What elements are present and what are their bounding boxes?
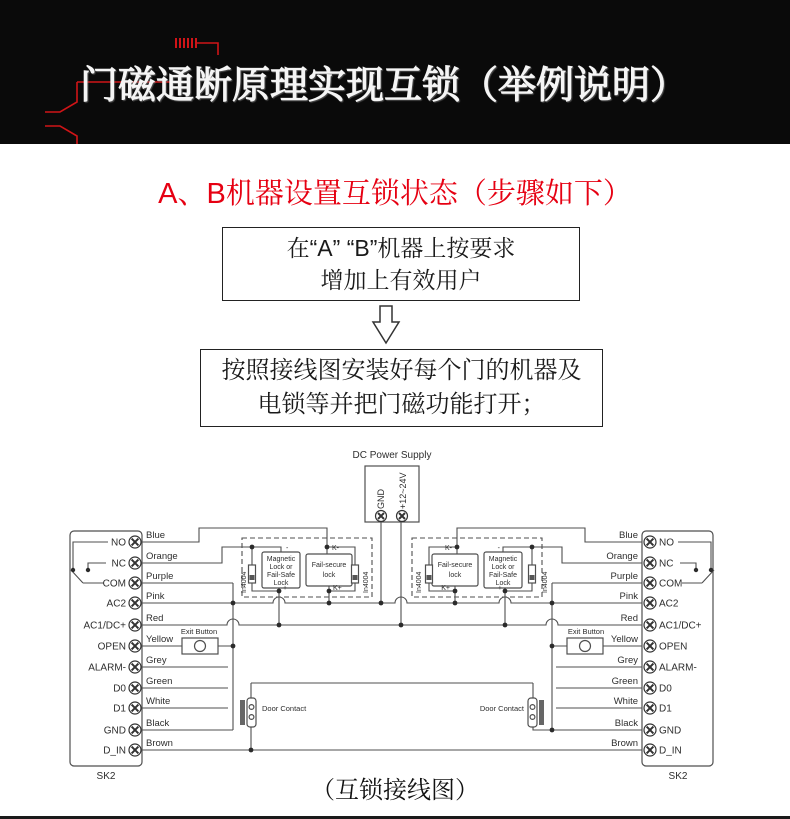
fail-secure-lock-right bbox=[432, 554, 478, 586]
terminal-minus: - bbox=[286, 545, 289, 552]
magnetic-lock-text: Fail-Safe bbox=[488, 572, 518, 579]
terminal-pin-right-NC: NC bbox=[659, 558, 674, 570]
fail-secure-text: lock bbox=[322, 572, 336, 579]
diode-left-b bbox=[352, 565, 359, 583]
gnd-label: GND bbox=[376, 489, 386, 509]
wire-label-right-Brown: Brown bbox=[611, 738, 638, 749]
exit-button-right-label: Exit Button bbox=[567, 627, 605, 636]
terminal-pin-right-ALARM-: ALARM- bbox=[659, 662, 697, 674]
magnetic-lock-text: Lock or bbox=[491, 564, 515, 571]
dc-power-supply-label: DC Power Supply bbox=[352, 450, 432, 461]
interlock-loop bbox=[142, 683, 642, 750]
exit-button-left-label: Exit Button bbox=[180, 627, 218, 636]
terminal-k-plus: K+ bbox=[441, 585, 450, 592]
wire-label-left-Pink: Pink bbox=[146, 591, 165, 602]
magnetic-lock-text: Magnetic bbox=[488, 556, 518, 563]
magnetic-lock-text: Lock or bbox=[269, 564, 293, 571]
step1-line1: 在“A” “B”机器上按要求 bbox=[286, 235, 516, 261]
dc-power-supply bbox=[353, 450, 432, 522]
door-contact-right bbox=[480, 698, 544, 727]
terminal-pin-left-GND: GND bbox=[103, 725, 126, 737]
fail-secure-text: Fail-secure bbox=[437, 562, 473, 569]
terminal-pin-right-AC1/DC+: AC1/DC+ bbox=[659, 620, 702, 632]
terminal-k-minus: K- bbox=[445, 545, 452, 552]
door-contact-left-label: Door Contact bbox=[262, 704, 307, 713]
wire-label-right-Grey: Grey bbox=[617, 655, 638, 666]
step2-line2: 电锁等并把门磁功能打开； bbox=[257, 391, 546, 418]
door-contact-left bbox=[240, 698, 307, 727]
wire-label-left-White: White bbox=[146, 696, 171, 707]
section-heading: A、B机器设置互锁状态（步骤如下） bbox=[158, 178, 632, 210]
magnetic-lock-text: Lock bbox=[495, 580, 511, 587]
terminal-pin-left-D0: D0 bbox=[113, 683, 126, 695]
voltage-label: +12~24V bbox=[398, 472, 408, 509]
fail-secure-text: lock bbox=[448, 572, 462, 579]
terminal-pin-right-OPEN: OPEN bbox=[659, 641, 688, 653]
exit-button-right bbox=[567, 627, 604, 654]
wire-label-left-Purple: Purple bbox=[146, 571, 174, 582]
wire-label-right-White: White bbox=[613, 696, 638, 707]
block-label-left: SK2 bbox=[96, 771, 116, 782]
terminal-pin-left-ALARM-: ALARM- bbox=[88, 662, 126, 674]
terminal-pin-left-AC2: AC2 bbox=[106, 598, 126, 610]
terminal-plus: + bbox=[497, 585, 502, 592]
diode-label: In4004 bbox=[416, 571, 423, 593]
terminal-pin-left-AC1/DC+: AC1/DC+ bbox=[83, 620, 126, 632]
wire-label-right-Orange: Orange bbox=[606, 551, 638, 562]
door-contact-right-label: Door Contact bbox=[479, 704, 524, 713]
terminal-pin-left-D_IN: D_IN bbox=[103, 745, 126, 757]
wire-label-right-Black: Black bbox=[614, 718, 638, 729]
diode-label: In4004 bbox=[542, 571, 549, 593]
down-arrow-icon bbox=[373, 306, 399, 343]
wire-label-left-Orange: Orange bbox=[146, 551, 178, 562]
wire-label-right-Pink: Pink bbox=[619, 591, 638, 602]
diode-label: In4004 bbox=[363, 571, 370, 593]
wire-label-right-Red: Red bbox=[620, 613, 638, 624]
wire-label-right-Blue: Blue bbox=[618, 530, 638, 541]
step2-line1: 按照接线图安装好每个门的机器及 bbox=[221, 357, 582, 384]
terminal-pin-left-D1: D1 bbox=[113, 703, 126, 715]
magnetic-lock-text: Fail-Safe bbox=[266, 572, 296, 579]
terminal-pin-left-NO: NO bbox=[111, 537, 126, 549]
terminal-pin-right-GND: GND bbox=[659, 725, 682, 737]
magnetic-lock-text: Lock bbox=[273, 580, 289, 587]
gnd-bus bbox=[142, 597, 642, 603]
fail-secure-lock-left bbox=[306, 554, 352, 586]
terminal-pin-right-D_IN: D_IN bbox=[659, 745, 682, 757]
wire-label-left-Green: Green bbox=[146, 676, 173, 687]
terminal-k-plus: K+ bbox=[333, 585, 342, 592]
page-title: 门磁通断原理实现互锁（举例说明） bbox=[79, 65, 688, 107]
diode-label: In4004 bbox=[241, 571, 248, 593]
diode-right-b bbox=[529, 565, 536, 583]
diagram-caption: （互锁接线图） bbox=[311, 777, 479, 804]
wire-label-left-Grey: Grey bbox=[146, 655, 167, 666]
power-buses bbox=[142, 522, 642, 625]
fail-secure-text: Fail-secure bbox=[311, 562, 347, 569]
terminal-pin-left-NC: NC bbox=[111, 558, 126, 570]
exit-button-left bbox=[181, 627, 218, 654]
terminal-minus: - bbox=[497, 545, 500, 552]
terminal-pin-left-OPEN: OPEN bbox=[97, 641, 126, 653]
wire-label-right-Yellow: Yellow bbox=[610, 634, 638, 645]
terminal-plus: + bbox=[283, 585, 288, 592]
terminal-pin-right-D1: D1 bbox=[659, 703, 672, 715]
wire-label-right-Purple: Purple bbox=[610, 571, 638, 582]
wire-label-left-Yellow: Yellow bbox=[146, 634, 174, 645]
terminal-rows bbox=[83, 530, 701, 757]
terminal-pin-right-D0: D0 bbox=[659, 683, 672, 695]
diode-left-a bbox=[249, 565, 256, 583]
terminal-pin-right-AC2: AC2 bbox=[659, 598, 679, 610]
terminal-pin-right-NO: NO bbox=[659, 537, 674, 549]
wire-label-right-Green: Green bbox=[611, 676, 638, 687]
terminal-k-minus: K- bbox=[332, 545, 339, 552]
wire-label-left-Blue: Blue bbox=[146, 530, 166, 541]
wire-label-left-Black: Black bbox=[146, 718, 170, 729]
terminal-pin-left-COM: COM bbox=[102, 578, 126, 590]
wire-label-left-Brown: Brown bbox=[146, 738, 173, 749]
diode-right-a bbox=[426, 565, 433, 583]
terminal-pin-right-COM: COM bbox=[659, 578, 683, 590]
block-label-right: SK2 bbox=[668, 771, 688, 782]
plus12v-bus bbox=[142, 619, 642, 625]
magnetic-lock-text: Magnetic bbox=[266, 556, 296, 563]
step1-line2: 增加上有效用户 bbox=[320, 267, 482, 293]
wire-label-left-Red: Red bbox=[146, 613, 164, 624]
